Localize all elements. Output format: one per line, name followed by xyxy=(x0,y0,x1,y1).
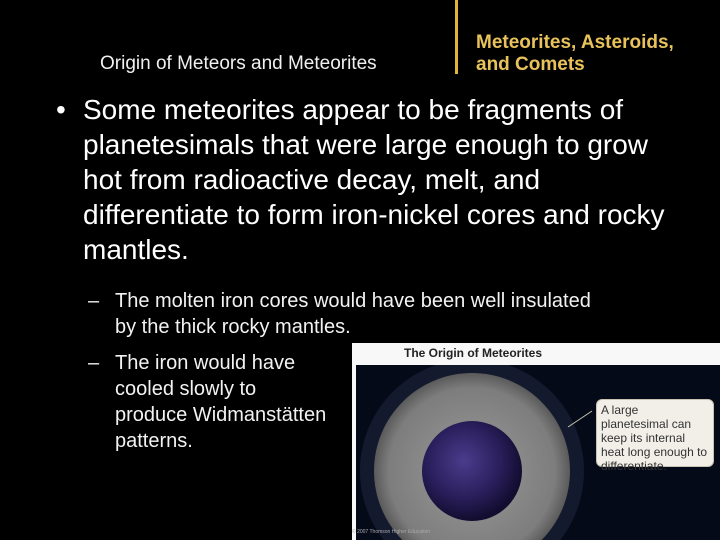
chapter-title xyxy=(476,32,674,76)
iron-core xyxy=(422,421,522,521)
sub-bullet xyxy=(88,350,328,454)
chapter-title-line-1: Meteorites, Asteroids, xyxy=(476,32,674,53)
sub-bullet-text: The molten iron cores would have been well insulated by the thick rocky mantles. xyxy=(115,290,591,338)
chapter-title-line-2: and Comets xyxy=(476,54,585,75)
section-title: Origin of Meteors and Meteorites xyxy=(100,53,377,74)
origin-of-meteorites-figure xyxy=(352,343,720,540)
sub-bullet xyxy=(88,288,608,340)
sub-bullet-dash: – xyxy=(88,352,100,374)
sub-bullet-dash: – xyxy=(88,290,100,312)
main-bullet-text: Some meteorites appear to be fragments of planetesimals that were large enough to grow hot from radioactive decay, melt, and differentiate to form iron-nickel cores and rocky mantles. xyxy=(83,94,665,265)
figure-panel xyxy=(356,365,720,540)
main-bullet xyxy=(56,92,676,267)
sub-bullet-text: The iron would have cooled slowly to produce Widmanstätten patterns. xyxy=(115,352,327,452)
header-divider xyxy=(455,0,458,74)
bullet-dot: • xyxy=(56,94,66,125)
callout-pointer xyxy=(568,411,592,427)
figure-title: The Origin of Meteorites xyxy=(404,346,543,360)
figure-callout: A large planetesimal can keep its internal heat long enough to differentiate. xyxy=(596,399,714,467)
figure-credit: © 2007 Thomson Higher Education xyxy=(352,529,431,535)
